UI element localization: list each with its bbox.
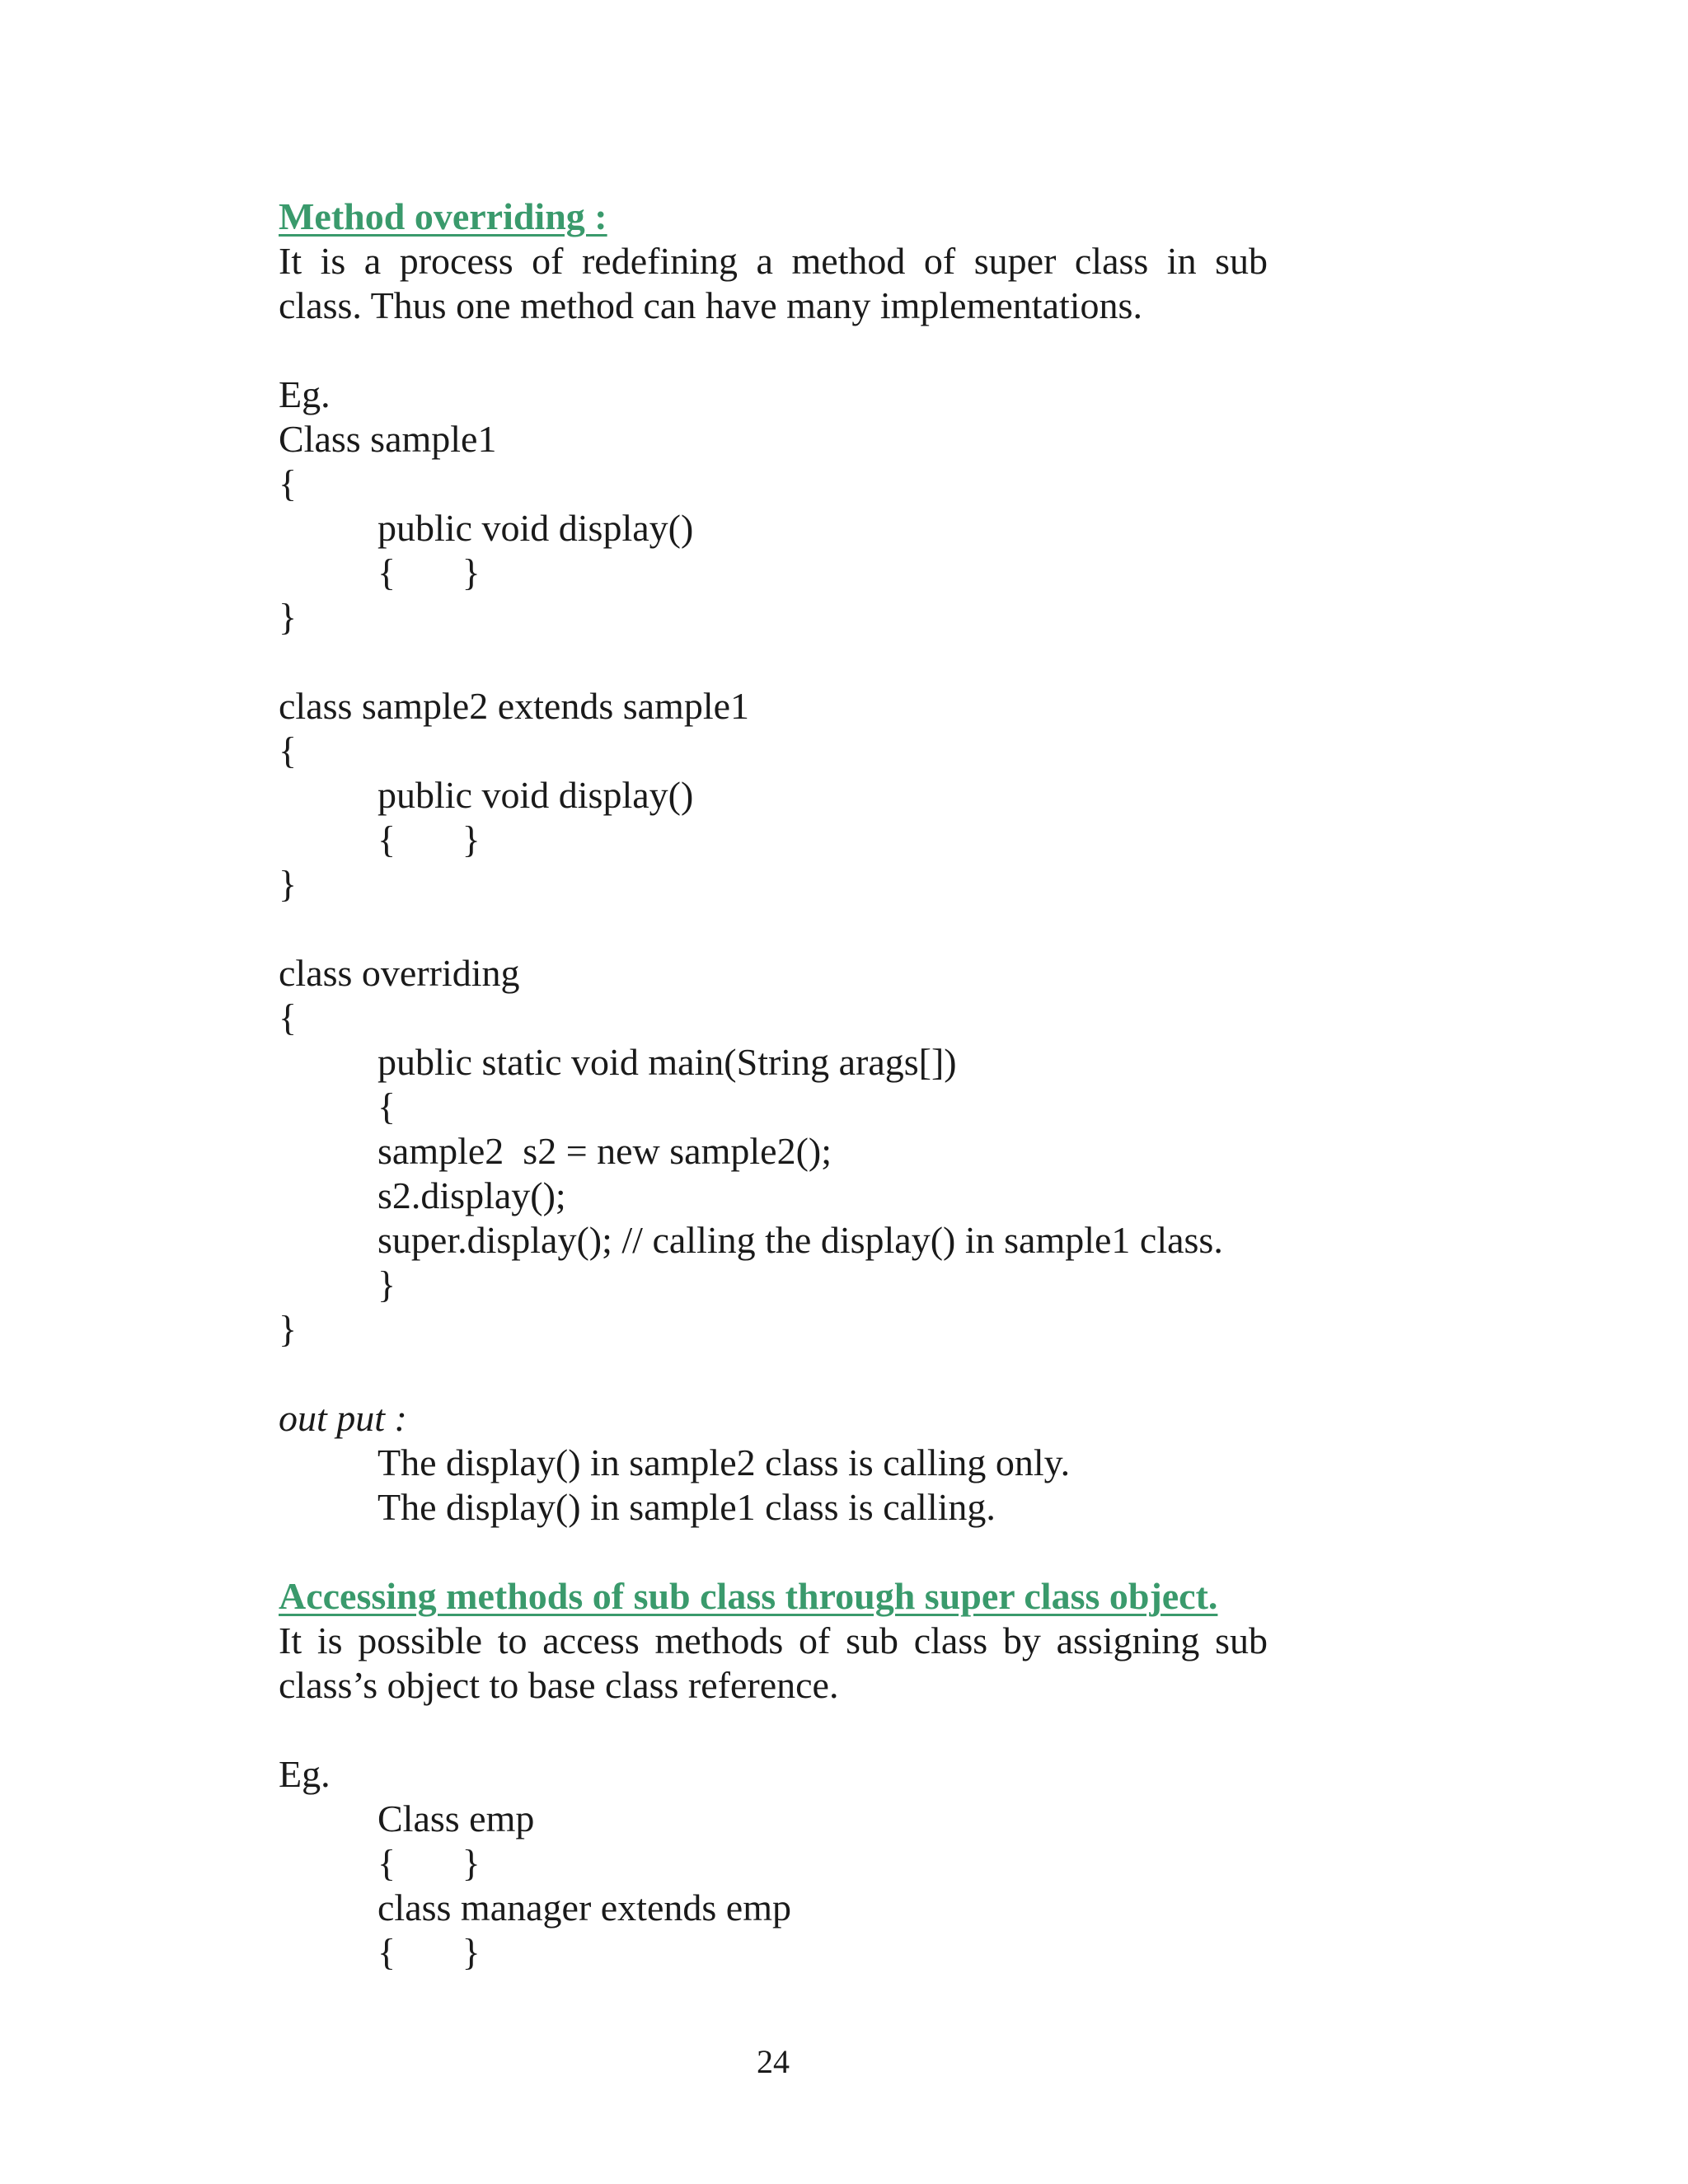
document-page: [279, 194, 1268, 1975]
code-line: s2.display();: [377, 1174, 566, 1216]
code-line: }: [279, 863, 298, 905]
code-line: class sample2 extends sample1: [279, 685, 750, 727]
code-line: public static void main(String arags[]): [377, 1041, 957, 1083]
code-block-overriding: [279, 417, 1268, 1352]
code-line: {: [279, 462, 298, 504]
page-number: 24: [757, 2043, 790, 2080]
paragraph-line: It is a process of redefining a method of super class in sub: [279, 240, 1268, 282]
output-line: The display() in sample1 class is calling.: [377, 1486, 996, 1528]
code-line: Class emp: [377, 1797, 535, 1840]
code-line: [279, 640, 1268, 684]
code-line: class overriding: [279, 952, 520, 994]
output-label: out put :: [279, 1397, 407, 1439]
blank-line: [279, 1352, 1268, 1396]
code-line: super.display(); // calling the display() in sample1 class.: [377, 1219, 1223, 1261]
section-heading-accessing-methods: Accessing methods of sub class through super class object.: [279, 1575, 1218, 1617]
code-line: [279, 907, 1268, 951]
example-label: Eg.: [279, 1753, 331, 1795]
code-line: Class sample1: [279, 418, 497, 460]
blank-line: [279, 328, 1268, 373]
paragraph-line: class. Thus one method can have many implementations.: [279, 284, 1142, 326]
paragraph-line: class’s object to base class reference.: [279, 1664, 839, 1706]
code-line: {: [377, 1085, 396, 1127]
code-line: class manager extends emp: [377, 1886, 791, 1929]
code-line: sample2 s2 = new sample2();: [377, 1130, 832, 1172]
code-line: {: [279, 729, 298, 771]
code-line: { }: [377, 1931, 481, 1973]
code-line: }: [377, 1263, 396, 1305]
code-line: }: [279, 1308, 298, 1350]
output-line: The display() in sample2 class is calling only.: [377, 1441, 1071, 1483]
example-label: Eg.: [279, 373, 331, 415]
code-line: { }: [377, 818, 481, 860]
paragraph-line: It is possible to access methods of sub class by assigning sub: [279, 1619, 1268, 1661]
code-block-emp: [279, 1797, 1268, 1975]
code-line: public void display(): [377, 774, 694, 816]
code-line: { }: [377, 1842, 481, 1884]
code-line: public void display(): [377, 507, 694, 549]
code-line: { }: [377, 551, 481, 593]
code-line: {: [279, 996, 298, 1038]
section-heading-method-overriding: Method overriding :: [279, 195, 607, 237]
blank-line: [279, 1708, 1268, 1752]
blank-line: [279, 1530, 1268, 1574]
code-line: }: [279, 596, 298, 638]
